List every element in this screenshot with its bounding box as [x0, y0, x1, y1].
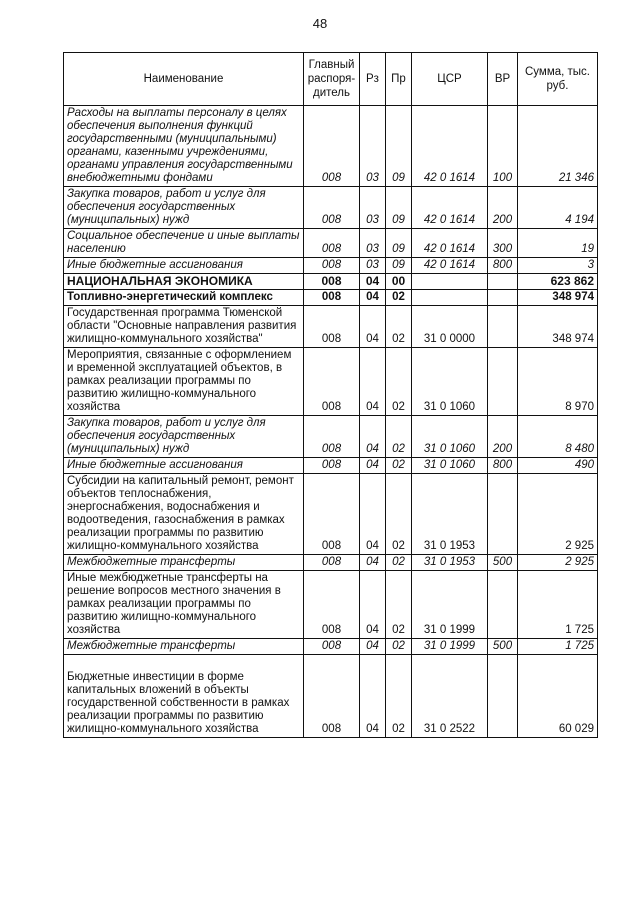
- row-vr: 300: [488, 229, 518, 258]
- row-pr: 02: [386, 348, 412, 416]
- table-row: [64, 306, 598, 348]
- row-csr: 31 0 1953: [412, 555, 488, 571]
- row-sum: 8 970: [518, 348, 598, 416]
- row-csr: [412, 274, 488, 290]
- row-rz: 04: [360, 474, 386, 555]
- row-admin: 008: [304, 106, 360, 187]
- row-rz: 04: [360, 458, 386, 474]
- row-csr: 31 0 1060: [412, 416, 488, 458]
- row-rz: 04: [360, 348, 386, 416]
- row-rz: 04: [360, 306, 386, 348]
- row-admin: 008: [304, 258, 360, 274]
- table-row: [64, 474, 598, 555]
- row-csr: 31 0 2522: [412, 655, 488, 738]
- row-name: Иные бюджетные ассигнования: [64, 258, 304, 274]
- row-admin: 008: [304, 229, 360, 258]
- row-csr: 31 0 1999: [412, 639, 488, 655]
- row-admin: 008: [304, 474, 360, 555]
- row-sum: 623 862: [518, 274, 598, 290]
- row-name: Социальное обеспечение и иные выплаты населению: [64, 229, 304, 258]
- row-sum: 2 925: [518, 555, 598, 571]
- row-csr: 42 0 1614: [412, 258, 488, 274]
- row-name: Расходы на выплаты персоналу в целях обеспечения выполнения функций государственными (муниципальными) органами, казенными учреждениями, органами управления государственными внебюджетными фондами: [64, 106, 304, 187]
- table-row: [64, 639, 598, 655]
- table-row-subsection: [64, 290, 598, 306]
- row-name: Субсидии на капитальный ремонт, ремонт объектов теплоснабжения, энергоснабжения, водоснабжения и водоотведения, газоснабжения в рамках реализации программы по развитию жилищно-коммунального хозяйства: [64, 474, 304, 555]
- row-rz: 03: [360, 106, 386, 187]
- header-admin: Главный распоря-дитель: [304, 53, 360, 106]
- row-pr: 09: [386, 106, 412, 187]
- row-rz: 03: [360, 229, 386, 258]
- row-name: Межбюджетные трансферты: [64, 555, 304, 571]
- row-name: Иные бюджетные ассигнования: [64, 458, 304, 474]
- row-name: Топливно-энергетический комплекс: [64, 290, 304, 306]
- row-pr: 02: [386, 655, 412, 738]
- row-rz: 03: [360, 258, 386, 274]
- row-name: Межбюджетные трансферты: [64, 639, 304, 655]
- row-name: НАЦИОНАЛЬНАЯ ЭКОНОМИКА: [64, 274, 304, 290]
- row-rz: 04: [360, 416, 386, 458]
- row-csr: 42 0 1614: [412, 106, 488, 187]
- row-csr: [412, 290, 488, 306]
- row-vr: 100: [488, 106, 518, 187]
- row-sum: 21 346: [518, 106, 598, 187]
- row-admin: 008: [304, 416, 360, 458]
- row-admin: 008: [304, 655, 360, 738]
- row-pr: 00: [386, 274, 412, 290]
- row-vr: [488, 571, 518, 639]
- row-name: Иные межбюджетные трансферты на решение вопросов местного значения в рамках реализации программы по развитию жилищно-коммунального хозяйства: [64, 571, 304, 639]
- table-row: [64, 348, 598, 416]
- row-csr: 31 0 1060: [412, 348, 488, 416]
- header-rz: Рз: [360, 53, 386, 106]
- header-csr: ЦСР: [412, 53, 488, 106]
- table-row: [64, 416, 598, 458]
- table-row-section: [64, 274, 598, 290]
- row-csr: 42 0 1614: [412, 187, 488, 229]
- row-admin: 008: [304, 571, 360, 639]
- row-csr: 31 0 0000: [412, 306, 488, 348]
- table-row: [64, 655, 598, 738]
- row-vr: [488, 348, 518, 416]
- row-name: Мероприятия, связанные с оформлением и временной эксплуатацией объектов, в рамках реализации программы по развитию жилищно-коммунального хозяйства: [64, 348, 304, 416]
- row-sum: 8 480: [518, 416, 598, 458]
- row-admin: 008: [304, 306, 360, 348]
- row-vr: 500: [488, 555, 518, 571]
- row-csr: 31 0 1999: [412, 571, 488, 639]
- table-row: [64, 458, 598, 474]
- row-csr: 31 0 1953: [412, 474, 488, 555]
- row-pr: 02: [386, 416, 412, 458]
- row-name: Бюджетные инвестиции в форме капитальных вложений в объекты государственной собственности в рамках реализации программы по развитию жилищно-коммунального хозяйства: [64, 655, 304, 738]
- row-name: Закупка товаров, работ и услуг для обеспечения государственных (муниципальных) нужд: [64, 416, 304, 458]
- row-rz: 04: [360, 639, 386, 655]
- row-pr: 09: [386, 187, 412, 229]
- row-admin: 008: [304, 290, 360, 306]
- row-sum: 1 725: [518, 639, 598, 655]
- row-vr: [488, 655, 518, 738]
- row-sum: 4 194: [518, 187, 598, 229]
- row-pr: 09: [386, 258, 412, 274]
- row-rz: 04: [360, 555, 386, 571]
- row-vr: [488, 306, 518, 348]
- row-admin: 008: [304, 274, 360, 290]
- row-vr: 200: [488, 187, 518, 229]
- row-admin: 008: [304, 458, 360, 474]
- table-row: [64, 571, 598, 639]
- row-sum: 2 925: [518, 474, 598, 555]
- budget-table: [63, 52, 598, 738]
- table-row: [64, 258, 598, 274]
- row-rz: 04: [360, 274, 386, 290]
- row-sum: 348 974: [518, 306, 598, 348]
- table-row: [64, 187, 598, 229]
- row-rz: 04: [360, 571, 386, 639]
- row-sum: 1 725: [518, 571, 598, 639]
- table-row: [64, 229, 598, 258]
- row-pr: 02: [386, 290, 412, 306]
- row-sum: 60 029: [518, 655, 598, 738]
- row-sum: 348 974: [518, 290, 598, 306]
- row-vr: [488, 290, 518, 306]
- header-pr: Пр: [386, 53, 412, 106]
- row-pr: 02: [386, 639, 412, 655]
- row-csr: 42 0 1614: [412, 229, 488, 258]
- row-sum: 3: [518, 258, 598, 274]
- row-rz: 03: [360, 187, 386, 229]
- row-vr: [488, 274, 518, 290]
- row-admin: 008: [304, 639, 360, 655]
- row-sum: 19: [518, 229, 598, 258]
- row-vr: 200: [488, 416, 518, 458]
- row-pr: 02: [386, 458, 412, 474]
- header-name: Наименование: [64, 53, 304, 106]
- row-vr: 800: [488, 258, 518, 274]
- row-pr: 02: [386, 474, 412, 555]
- row-vr: [488, 474, 518, 555]
- row-vr: 800: [488, 458, 518, 474]
- row-admin: 008: [304, 555, 360, 571]
- table-header-row: [64, 53, 598, 106]
- page-number: 48: [312, 16, 328, 31]
- row-pr: 02: [386, 306, 412, 348]
- table-row: [64, 555, 598, 571]
- row-admin: 008: [304, 348, 360, 416]
- table-row: [64, 106, 598, 187]
- row-pr: 02: [386, 555, 412, 571]
- row-pr: 02: [386, 571, 412, 639]
- row-pr: 09: [386, 229, 412, 258]
- row-rz: 04: [360, 655, 386, 738]
- row-vr: 500: [488, 639, 518, 655]
- header-vr: ВР: [488, 53, 518, 106]
- row-rz: 04: [360, 290, 386, 306]
- header-sum: Сумма, тыс. руб.: [518, 53, 598, 106]
- row-sum: 490: [518, 458, 598, 474]
- row-csr: 31 0 1060: [412, 458, 488, 474]
- row-admin: 008: [304, 187, 360, 229]
- row-name: Государственная программа Тюменской области "Основные направления развития жилищно-коммунального хозяйства": [64, 306, 304, 348]
- row-name: Закупка товаров, работ и услуг для обеспечения государственных (муниципальных) нужд: [64, 187, 304, 229]
